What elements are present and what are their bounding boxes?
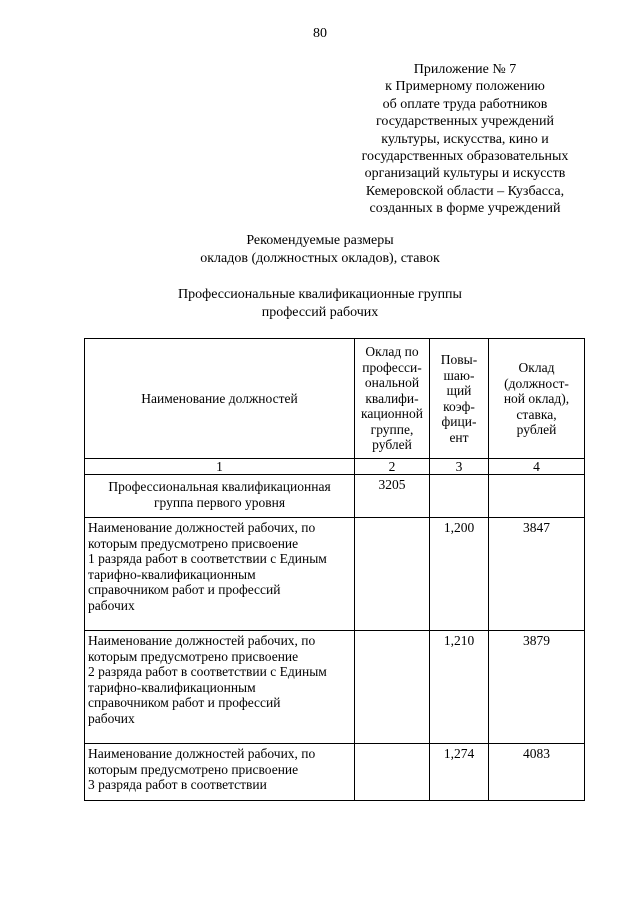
empty-cell <box>430 475 489 518</box>
empty-cell <box>355 518 430 631</box>
group-salary-cell: 3205 <box>355 475 430 518</box>
column-number: 4 <box>489 458 585 475</box>
position-cell: Наименование должностей рабочих, по которым предусмотрено присвоение 1 разряда работ в соответствии с Единым тарифно-квалификационным справочником работ и профессий рабочих <box>85 518 355 631</box>
position-cell: Наименование должностей рабочих, по которым предусмотрено присвоение 2 разряда работ в соответствии с Единым тарифно-квалификационным справочником работ и профессий рабочих <box>85 631 355 744</box>
table-row <box>85 518 585 631</box>
coefficient-cell: 1,200 <box>430 518 489 631</box>
column-number: 2 <box>355 458 430 475</box>
rate-cell: 4083 <box>489 744 585 801</box>
qualification-groups-heading <box>0 286 640 322</box>
rate-cell: 3879 <box>489 631 585 744</box>
header-coefficient: Повы- шаю- щий коэф- фици- ент <box>430 339 489 459</box>
group-name-cell: Профессиональная квалификационная группа первого уровня <box>85 475 355 518</box>
appendix-line: культуры, искусства, кино и <box>381 131 549 147</box>
appendix-line: государственных учреждений <box>376 114 554 130</box>
header-position-name: Наименование должностей <box>85 339 355 459</box>
column-number: 3 <box>430 458 489 475</box>
coefficient-cell: 1,274 <box>430 744 489 801</box>
table-row <box>85 631 585 744</box>
empty-cell <box>355 744 430 801</box>
appendix-line: созданных в форме учреждений <box>369 201 561 217</box>
appendix-line: Приложение № 7 <box>413 62 517 77</box>
appendix-block <box>330 61 600 218</box>
appendix-line: Кемеровской области – Кузбасса, <box>365 183 565 199</box>
appendix-line: к Примерному положению <box>385 79 545 95</box>
rate-cell: 3847 <box>489 518 585 631</box>
heading-line: Рекомендуемые размеры <box>246 233 394 248</box>
heading-line: профессий рабочих <box>261 305 379 320</box>
appendix-line: организаций культуры и искусств <box>364 166 566 182</box>
column-number: 1 <box>85 458 355 475</box>
header-rate: Оклад (должност- ной оклад), ставка, рублей <box>489 339 585 459</box>
page-number: 80 <box>313 26 327 41</box>
table-row <box>85 744 585 801</box>
heading-line: окладов (должностных окладов), ставок <box>200 251 440 266</box>
group-row <box>85 475 585 518</box>
salary-table <box>84 338 585 801</box>
empty-cell <box>489 475 585 518</box>
empty-cell <box>355 631 430 744</box>
table-header-row <box>85 339 585 459</box>
coefficient-cell: 1,210 <box>430 631 489 744</box>
header-group-salary: Оклад по професси- ональной квалифи- кационной группе, рублей <box>355 339 430 459</box>
appendix-line: государственных образовательных <box>361 149 569 165</box>
column-numbering-row <box>85 458 585 475</box>
recommended-sizes-heading <box>0 232 640 268</box>
heading-line: Профессиональные квалификационные группы <box>178 287 462 302</box>
appendix-line: об оплате труда работников <box>382 96 548 112</box>
position-cell: Наименование должностей рабочих, по которым предусмотрено присвоение 3 разряда работ в соответствии <box>85 744 355 801</box>
